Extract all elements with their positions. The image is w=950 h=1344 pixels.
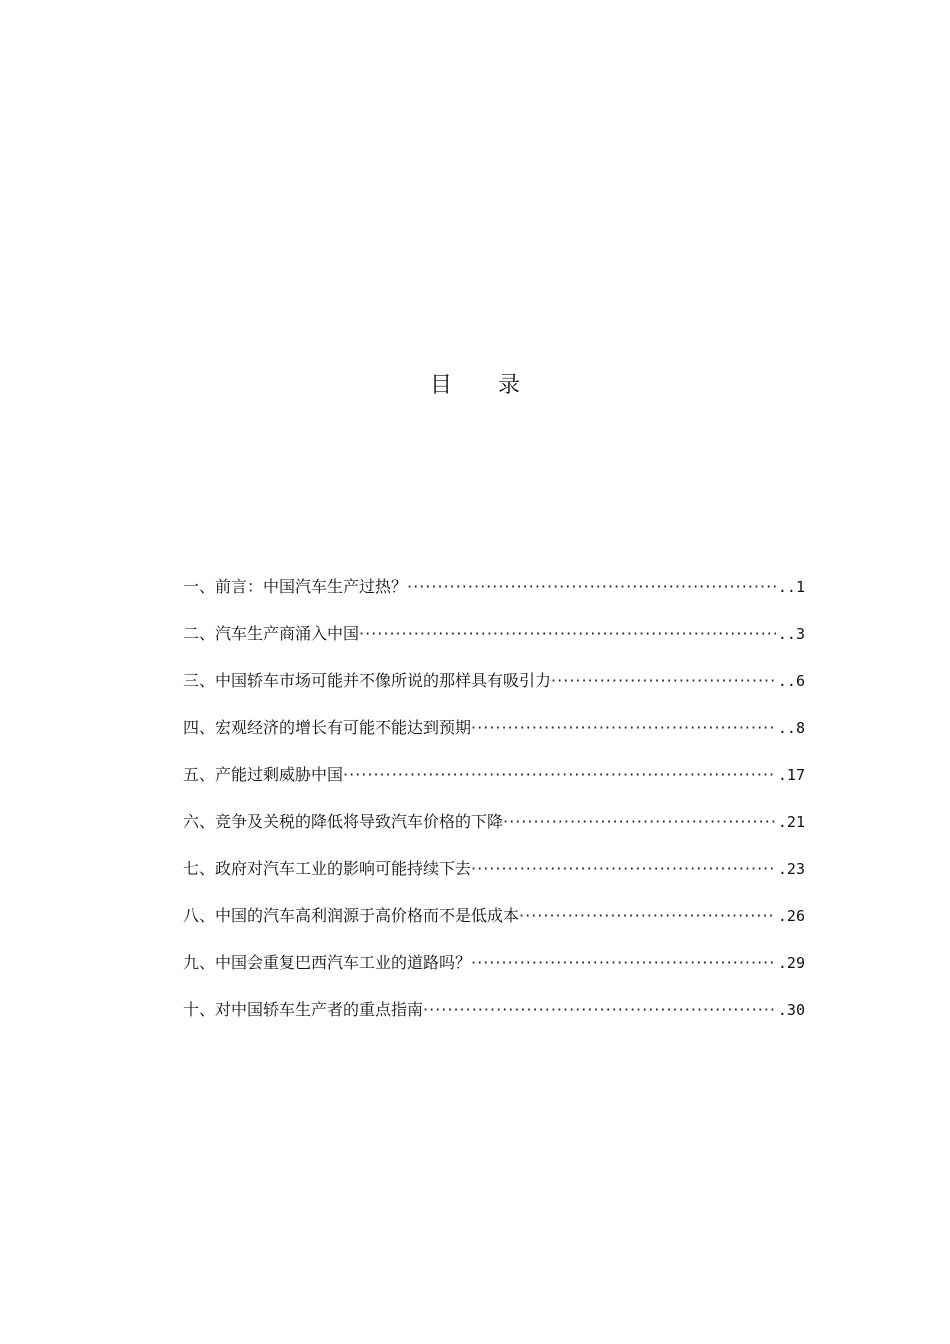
toc-entry-5[interactable] bbox=[183, 763, 805, 810]
toc-entry-4[interactable] bbox=[183, 716, 805, 763]
toc-entry-page: .29 bbox=[777, 954, 805, 972]
toc-entry-title: 中国的汽车高利润源于高价格而不是低成本 bbox=[215, 906, 520, 925]
toc-entry-title: 政府对汽车工业的影响可能持续下去 bbox=[215, 859, 472, 878]
toc-entry-page: .30 bbox=[777, 1001, 805, 1019]
toc-entry-9[interactable] bbox=[183, 951, 805, 998]
page-title-char-2: 录 bbox=[498, 373, 521, 398]
toc-dot-leader bbox=[423, 998, 776, 1022]
toc-entry-title: 前言：中国汽车生产过热？ bbox=[215, 577, 408, 596]
toc-dot-leader bbox=[471, 716, 776, 740]
toc-entry-3[interactable] bbox=[183, 669, 805, 716]
toc-dot-leader bbox=[359, 622, 776, 646]
toc-entry-title: 汽车生产商涌入中国 bbox=[215, 624, 360, 643]
toc-dot-leader bbox=[471, 951, 776, 975]
toc-dot-leader bbox=[471, 857, 776, 881]
toc-entry-number: 八、 bbox=[183, 906, 216, 925]
toc-entry-2[interactable] bbox=[183, 622, 805, 669]
toc-entry-10[interactable] bbox=[183, 998, 805, 1045]
toc-entry-number: 五、 bbox=[183, 765, 216, 784]
toc-entry-number: 九、 bbox=[183, 953, 216, 972]
page-title-char-1: 目 bbox=[429, 373, 452, 398]
toc-entry-title: 产能过剩威胁中国 bbox=[215, 765, 344, 784]
toc-dot-leader bbox=[551, 669, 776, 693]
page-title bbox=[0, 368, 950, 399]
toc-entry-page: .21 bbox=[777, 813, 805, 831]
toc-entry-title: 中国轿车市场可能并不像所说的那样具有吸引力 bbox=[215, 671, 552, 690]
toc-entry-number: 七、 bbox=[183, 859, 216, 878]
toc-entry-page: ..6 bbox=[777, 672, 805, 690]
toc-entry-page: ..3 bbox=[777, 625, 805, 643]
toc-entry-1[interactable] bbox=[183, 575, 805, 622]
toc-entry-number: 四、 bbox=[183, 718, 216, 737]
toc-entry-number: 十、 bbox=[183, 1000, 216, 1019]
toc-entry-title: 竞争及关税的降低将导致汽车价格的下降 bbox=[215, 812, 504, 831]
toc-entry-number: 三、 bbox=[183, 671, 216, 690]
toc-entry-page: ..8 bbox=[777, 719, 805, 737]
toc-entry-8[interactable] bbox=[183, 904, 805, 951]
table-of-contents bbox=[183, 575, 805, 1045]
toc-entry-6[interactable] bbox=[183, 810, 805, 857]
toc-dot-leader bbox=[407, 575, 776, 599]
toc-dot-leader bbox=[519, 904, 776, 928]
toc-entry-page: .17 bbox=[777, 766, 805, 784]
toc-dot-leader bbox=[343, 763, 776, 787]
toc-entry-7[interactable] bbox=[183, 857, 805, 904]
toc-entry-number: 一、 bbox=[183, 577, 216, 596]
toc-entry-title: 中国会重复巴西汽车工业的道路吗？ bbox=[215, 953, 472, 972]
toc-dot-leader bbox=[503, 810, 776, 834]
toc-entry-number: 六、 bbox=[183, 812, 216, 831]
toc-entry-title: 宏观经济的增长有可能不能达到预期 bbox=[215, 718, 472, 737]
toc-entry-page: ..1 bbox=[777, 578, 805, 596]
toc-entry-number: 二、 bbox=[183, 624, 216, 643]
toc-entry-title: 对中国轿车生产者的重点指南 bbox=[215, 1000, 424, 1019]
toc-entry-page: .26 bbox=[777, 907, 805, 925]
toc-entry-page: .23 bbox=[777, 860, 805, 878]
